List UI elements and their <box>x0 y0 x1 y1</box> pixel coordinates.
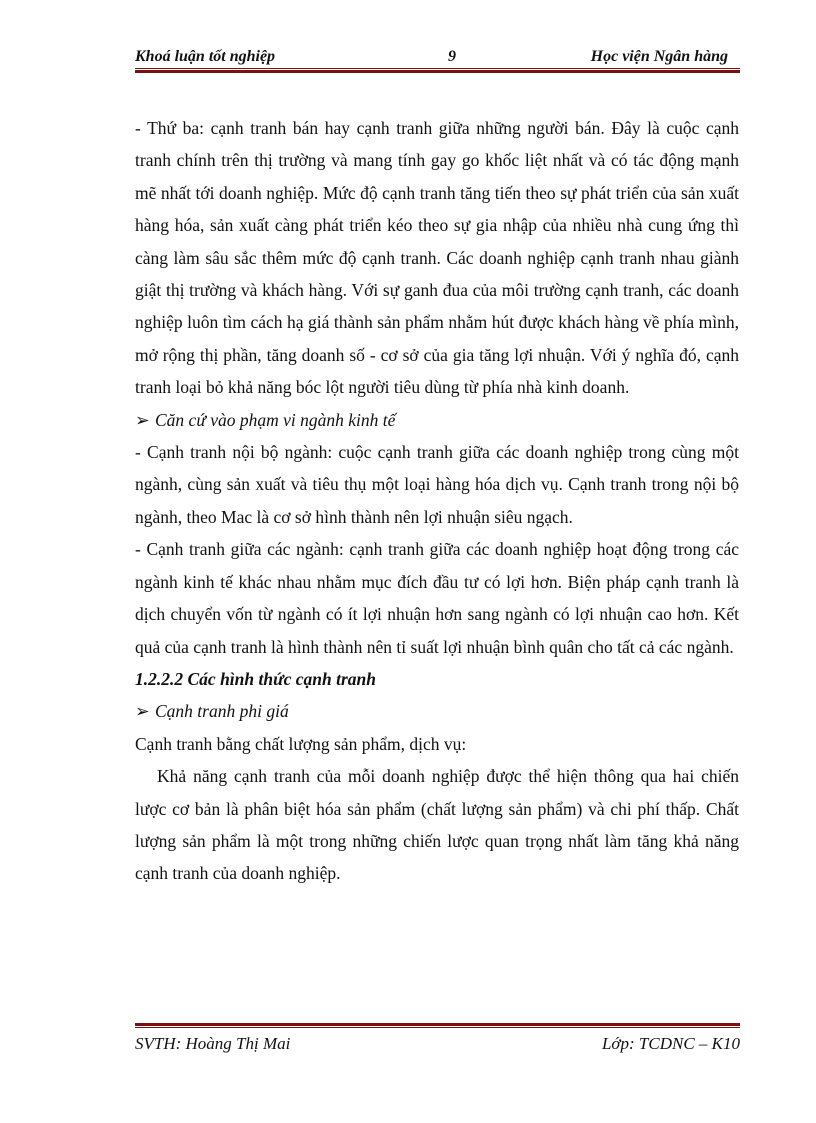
paragraph-quality-competition: Cạnh tranh bằng chất lượng sản phẩm, dịch vụ: <box>135 733 467 754</box>
footer-rule <box>135 1023 740 1028</box>
page-number: 9 <box>448 48 456 65</box>
paragraph-seller-competition: - Thứ ba: cạnh tranh bán hay cạnh tranh giữa những người bán. Đây là cuộc cạnh tranh chính trên thị trường và mang tính gay go khốc liệt nhất và có tác động mạnh mẽ nhất tới doanh nghiệp. Mức độ cạnh tranh tăng tiến theo sự phát triển của sản xuất hàng hóa, sản xuất càng phát triển kéo theo sự gia nhập của nhiều nhà cung ứng thì càng làm sâu sắc thêm mức độ cạnh tranh. Các doanh nghiệp cạnh tranh nhau giành giật thị trường và khách hàng. Với sự ganh đua của môi trường cạnh tranh, các doanh nghiệp luôn tìm cách hạ giá thành sản phẩm nhằm hút được khách hàng về phía mình, mở rộng thị phần, tăng doanh số - cơ sở của gia tăng lợi nhuận. Với ý nghĩa đó, cạnh tranh loại bỏ khả năng bóc lột người tiêu dùng từ phía nhà kinh doanh. <box>135 118 739 398</box>
bullet-non-price-competition <box>135 695 739 727</box>
arrowhead-bullet-icon: ➢ <box>135 409 150 430</box>
header-right-institution: Học viện Ngân hàng <box>590 48 728 65</box>
section-heading: 1.2.2.2 Các hình thức cạnh tranh <box>135 668 376 689</box>
header-left-title: Khoá luận tốt nghiệp <box>135 48 276 65</box>
bullet-label: Căn cứ vào phạm vi ngành kinh tế <box>155 409 396 430</box>
footer-student-name: SVTH: Hoàng Thị Mai <box>135 1034 291 1053</box>
footer-class: Lớp: TCDNC – K10 <box>601 1034 740 1053</box>
arrowhead-bullet-icon: ➢ <box>135 701 150 722</box>
paragraph-inter-industry: - Cạnh tranh giữa các ngành: cạnh tranh giữa các doanh nghiệp hoạt động trong các ngành kinh tế khác nhau nhằm mục đích đầu tư có lợi hơn. Biện pháp cạnh tranh là dịch chuyển vốn từ ngành có ít lợi nhuận hơn sang ngành có lợi nhuận cao hơn. Kết quả của cạnh tranh là hình thành nên tỉ suất lợi nhuận bình quân cho tất cả các ngành. <box>135 539 739 657</box>
header-rule <box>135 68 740 73</box>
page-footer <box>135 1034 740 1058</box>
paragraph-competitive-ability: Khả năng cạnh tranh của mỗi doanh nghiệp được thể hiện thông qua hai chiến lược cơ bản là phân biệt hóa sản phẩm (chất lượng sản phẩm) và chi phí thấp. Chất lượng sản phẩm là một trong những chiến lược quan trọng nhất làm tăng khả năng cạnh tranh của doanh nghiệp. <box>135 766 739 884</box>
bullet-scope-of-industry <box>135 404 739 436</box>
bullet-label: Cạnh tranh phi giá <box>155 701 289 722</box>
page-header <box>135 48 740 70</box>
paragraph-intra-industry: - Cạnh tranh nội bộ ngành: cuộc cạnh tranh giữa các doanh nghiệp trong cùng một ngành, cùng sản xuất và tiêu thụ một loại hàng hóa dịch vụ. Cạnh tranh trong nội bộ ngành, theo Mac là cơ sở hình thành nên lợi nhuận siêu ngạch. <box>135 442 739 527</box>
body-text <box>135 112 739 890</box>
